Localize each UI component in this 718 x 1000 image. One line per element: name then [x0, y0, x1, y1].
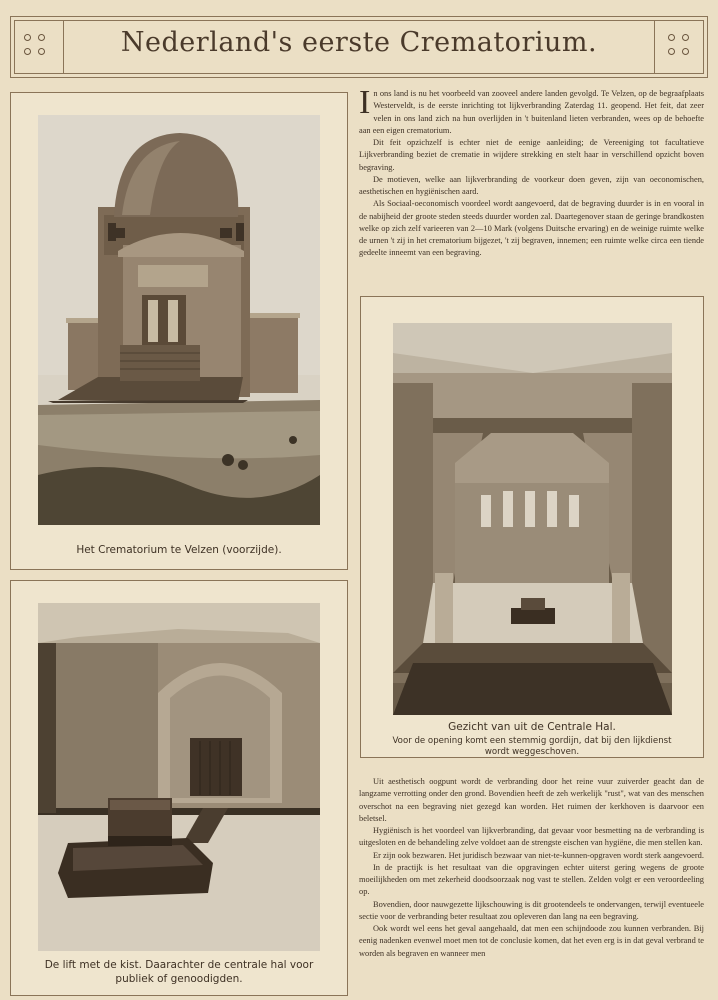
article-paragraph: Dit feit opzichzelf is echter niet de eenige aanleiding; de Vereeniging tot facultatieve Lijkverbranding beziet de crematie in wijdere strekking en stelt haar in verschillend opzicht boven begraving. [359, 138, 704, 172]
hall-photo-caption-line1: Gezicht van uit de Centrale Hal. [448, 721, 616, 733]
page-title: Nederland's eerste Crematorium. [120, 27, 598, 58]
hall-photo-caption-line2: Voor de opening komt een stemmig gordijn, dat bij den lijkdienst [392, 736, 672, 746]
central-hall-photo [393, 323, 672, 715]
article-column-bottom [359, 776, 704, 1000]
article-paragraph: In de practijk is het resultaat van die opgravingen echter uiterst gering wegens de groote moeilijkheden om met zekerheid doodsoorzaak nog vast te stellen. Zelden volgt er een veroordeeling op. [359, 862, 704, 897]
photo-frame-front [10, 92, 348, 570]
article-paragraph: De motieven, welke aan lijkverbranding de voorkeur doen geven, zijn van oeconomischen, aesthetischen en hygiënischen aard. [359, 174, 704, 196]
front-photo-caption: Het Crematorium te Velzen (voorzijde). [76, 544, 282, 556]
lift-photo [38, 603, 320, 951]
lift-photo-caption-line1: De lift met de kist. Daarachter de centrale hal voor [44, 959, 314, 971]
photo-frame-hall [360, 296, 704, 758]
article-paragraph: Ook wordt wel eens het geval aangehaald, dat men een schijndoode zou kunnen verbranden. Bij eenig nadenken evenwel moet men tot de conclusie komen, dat het even erg is in dat geval verbrand te worden als begraven en wanneer men [359, 924, 704, 958]
article-column-top [359, 84, 704, 260]
left-ornament-icon [11, 20, 64, 74]
article-paragraph: Bovendien, door nauwgezette lijkschouwing is dit grootendeels te ondervangen, terwijl eventueele sectie voor de verbranding beter resultaat zou opleveren dan lang na een begraving. [359, 899, 704, 921]
drop-cap: I [359, 84, 371, 121]
photo-frame-lift [10, 580, 348, 996]
article-paragraph: n ons land is nu het voorbeeld van zooveel andere landen gevolgd. Te Velzen, op de begraafplaats Westerveldt, is de eerste inrichting tot lijkverbranding Zaterdag 11. geopend. Het feit, dat zeer velen in ons land zich na hun overlijden in 't buitenland lieten verbranden, wees op de behoefte aan een eigen crematorium. [359, 89, 704, 135]
article-paragraph: Hygiënisch is het voordeel van lijkverbranding, dat gevaar voor besmetting na de verbranding is uitgesloten en de behandeling zelve voldoet aan de strengste eischen van hygiëne, die men stellen kan. [359, 826, 704, 848]
hall-photo-caption-line3: wordt weggeschoven. [484, 747, 580, 757]
article-paragraph: Uit aesthetisch oogpunt wordt de verbranding door het reine vuur zuiverder geacht dan de langzame verrotting onder den grond. Bovendien heeft de zeh werkelijk "rust", wat van des menschen overschot na een begraving niet gezegd kan worden. Het ruimen der kerkhoven is daarvoor een beletsel. [359, 777, 704, 823]
crematorium-front-photo [38, 115, 320, 525]
lift-photo-caption-line2: publiek of genoodigden. [115, 973, 243, 985]
masthead [10, 16, 708, 78]
right-ornament-icon [654, 20, 707, 74]
article-paragraph: Er zijn ook bezwaren. Het juridisch bezwaar van niet-te-kunnen-opgraven wordt sterk aangevoerd. [373, 850, 704, 860]
article-paragraph: Als Sociaal-oeconomisch voordeel wordt aangevoerd, dat de begraving duurder is in en vooral in de nabijheid der groote steden steeds duurder worden zal. Daartegenover staan de geringe brandkosten welke op zich zelf varieeren van 2—10 Mark (volgens Duitsche ervaring) en de weinige ruimte welke de urnen 't zij in het crematorium bijgezet, 't zij begraven, innemen; een ruimte welke circa een tiende gedeelte inneemt van een begraving. [359, 199, 704, 258]
